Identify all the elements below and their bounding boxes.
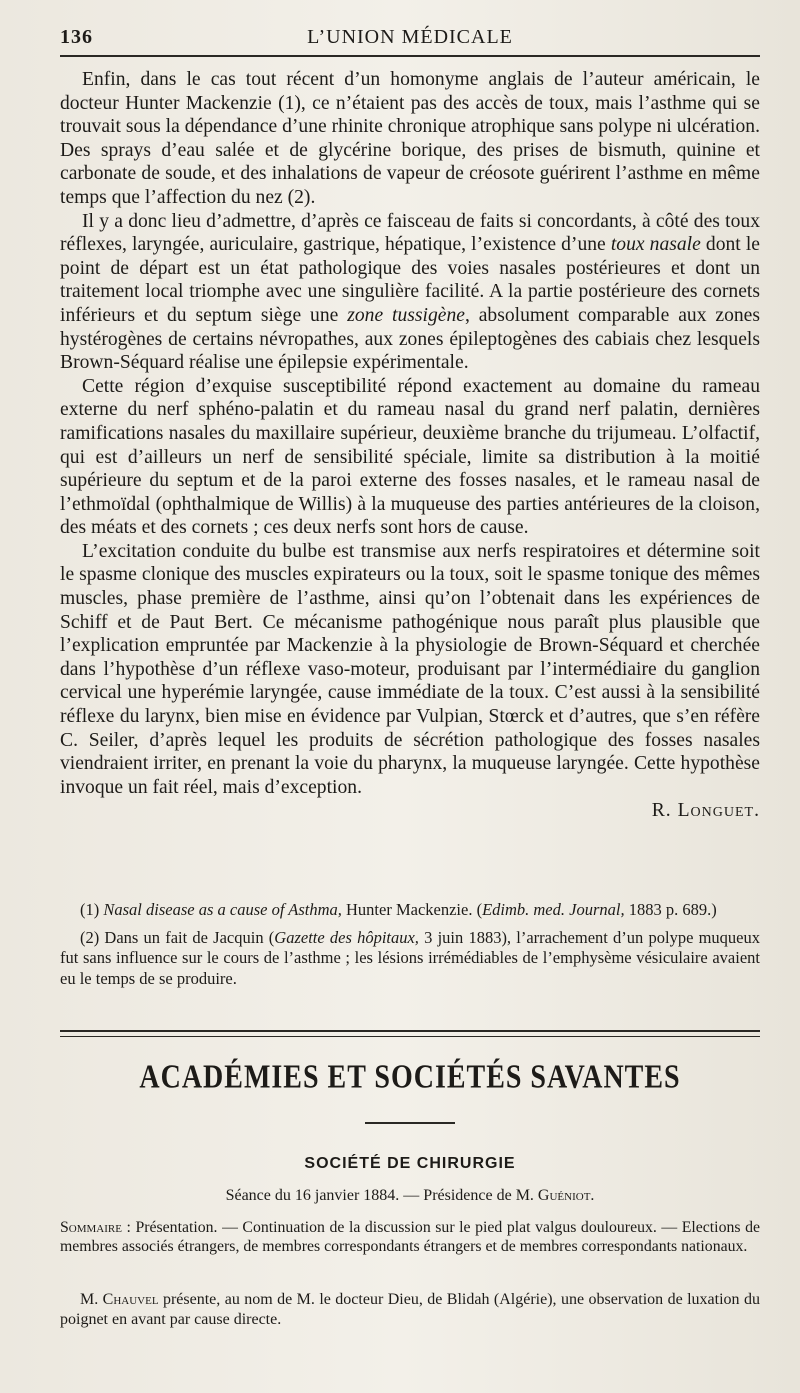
footnote-marker: (1): [80, 900, 104, 919]
summary-text: Présentation. — Continuation de la discussion sur le pied plat valgus douloureux. — Elections de membres associés étrangers, de membres correspondants étrangers et de membres correspondants nationaux.: [60, 1219, 760, 1255]
report-text: présente, au nom de M. le docteur Dieu, de Blidah (Algérie), une observation de luxation du poignet en avant par cause directe.: [60, 1291, 760, 1328]
session-line: [60, 1187, 760, 1205]
paragraph-1: [60, 68, 760, 210]
signature-text: R. Longuet.: [651, 800, 760, 822]
page-header: [60, 22, 760, 52]
italic-term-zone-tussigene: zone tussigène: [347, 304, 465, 326]
footnote-title: Nasal disease as a cause of Asthma,: [103, 900, 342, 919]
footnote-2: [60, 928, 760, 990]
paragraph-text: Enfin, dans le cas tout récent d’un homonyme anglais de l’auteur américain, le docteur Hunter Mackenzie (1), ce n’étaient pas des accès de toux, mais l’asthme qui se trouvait sous la dépendance d’une rhinite chronique atrophique sans polype ni ulcération. Des sprays d’eau salée et de glycérine borique, des prises de bismuth, quinine et carbonate de soude, et des inhalations de vapeur de créosote guérirent l’asthme en même temps que l’affection du nez (2).: [60, 69, 760, 208]
section-heading: ACADÉMIES ET SOCIÉTÉS SAVANTES: [139, 1058, 681, 1096]
footnote-text: 3 juin 1883), l’arrachement d’un polype muqueux fut sans influence sur le cours de l’asthme ; les lésions irrémédiables de l’emphysème vésiculaire avaient eu le temps de se produire.: [60, 927, 761, 988]
paragraph-text: , absolument comparable aux zones hystérogènes de certains névropathes, aux zones épileptogènes des cabiais chez lesquels Brown-Séquard réalise une épilepsie expérimentale.: [60, 304, 760, 374]
footnotes: [60, 900, 760, 996]
society-name: SOCIÉTÉ DE CHIRURGIE: [304, 1155, 516, 1172]
article-body: [60, 68, 760, 823]
footnote-text: Hunter Mackenzie. (: [341, 900, 483, 919]
paragraph-3: Cette région d’exquise susceptibilité répond exactement au domaine du rameau externe du nerf sphéno-palatin et du rameau nasal du grand nerf palatin, dernières ramifications nasales du maxillaire supérieur, deuxième branche du trijumeau. L’olfactif, qui est d’ailleurs un nerf de sensibilité spéciale, limite sa distribution à la moitié supérieure du septum et de la paroi externe des fosses nasales, et le rameau nasal de l’ethmoïdal (ophthalmique de Willis) à la muqueuse des parties antérieures de la cloison, des méats et des cornets ; ces deux nerfs sont hors de cause.: [60, 375, 760, 539]
footnote-journal: Edimb. med. Journal,: [482, 900, 625, 919]
italic-term-toux-nasale: toux nasale: [610, 234, 701, 256]
session-text: Séance du 16 janvier 1884. — Présidence de M.: [225, 1187, 538, 1204]
running-title: L’UNION MÉDICALE: [307, 26, 513, 48]
header-rule: [60, 55, 760, 57]
footnote-journal: Gazette des hôpitaux,: [274, 927, 419, 947]
summary-lead: Sommaire :: [60, 1219, 131, 1236]
footnote-text: 1883 p. 689.): [624, 900, 717, 919]
footnote-1: [60, 900, 760, 921]
paragraph-2: [60, 210, 760, 375]
summary: [60, 1218, 760, 1256]
paragraph-text: dont le point de départ est un état pathologique des voies nasales postérieures et dont un traitement local triomphe avec une singulière facilité. A la partie postérieure des cornets inférieurs et du septum siège une: [60, 234, 760, 326]
report-paragraph: [60, 1290, 760, 1330]
paragraph-4: L’excitation conduite du bulbe est transmise aux nerfs respiratoires et détermine soit le spasme clonique des muscles expirateurs ou la toux, soit le spasme tonique des mêmes muscles, phase première de l’asthme, ainsi qu’on l’obtenait dans les expériences de Schiff et de Paut Bert. Ce mécanisme pathogénique nous paraît plus plausible que l’explication empruntée par Mackenzie à la physiologie de Brown-Séquard et cherchée dans l’hypothèse d’un réflexe vaso-moteur, produisant par l’intermédiaire du ganglion cervical une hyperémie laryngée, cause immédiate de la toux. C’est aussi à la sensibilité réflexe du larynx, bien mise en évidence par Vulpian, Stœrck et d’autres, que s’en réfère C. Seiler, d’après lequel les produits de sécrétion pathologique des fosses nasales viendraient irriter, en prenant la voie du pharynx, la muqueuse laryngée. Cette hypothèse invoque un fait réel, mais d’exception.: [60, 540, 760, 798]
heading-rule: [365, 1122, 455, 1124]
president-name: Guéniot.: [537, 1187, 595, 1204]
section-divider: [60, 1030, 760, 1037]
footnote-text: (2) Dans un fait de Jacquin (: [80, 927, 275, 947]
page-number: 136: [60, 26, 93, 48]
author-signature: [60, 799, 760, 823]
presenter-name: M. Chauvel: [80, 1291, 159, 1308]
paragraph-text: Il y a donc lieu d’admettre, d’après ce faisceau de faits si concordants, à côté des toux réflexes, laryngée, auriculaire, gastrique, hépatique, l’existence d’une: [60, 210, 760, 256]
